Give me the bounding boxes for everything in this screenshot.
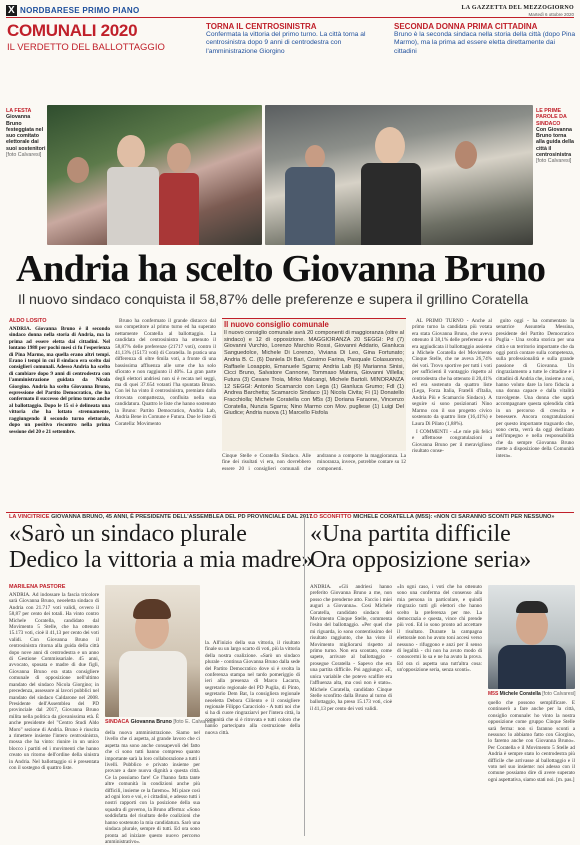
- right-story-col-3: quello che possono semplificare. E continuerò a fare anche per la città, consiglio comunale: ho vinto la nostra opposizione come gruppo Cinque Stelle sarà ferma: non si faranno sconti a nessuno: lo abbiamo fatto con Giorgino, lo faremo anche con Giovanna Bruno». Per Coratella e il Movimento 5 Stelle ad Andria è sempre stato lo centrodestra più difficile che arrivasse al ballottaggio e il voto nel suo insieme: noi adesso con il comune possiamo dire di avere superato ogni aspettativa, siamo stati noi. [m. pas.]: [488, 700, 575, 783]
- article-col-3-tail: Cinque Stelle e Coratella Sindaco. Alle fine dei risultati vi era, non dovrebbero essere 20 i consiglieri comunali che andranno a comporre la maggioranza. La minoranza, invece, potrebbe contare su 12 componenti.: [222, 453, 406, 472]
- masthead: [6, 5, 574, 18]
- kicker-label: LO SCONFITTO: [310, 514, 352, 520]
- caption-text: Giovanna Bruno: [130, 719, 172, 725]
- article-col-1: [9, 326, 110, 506]
- photo-michele-coratella: [488, 585, 575, 689]
- subheadline: Il nuovo sindaco conquista il 58,87% delle preferenze e supera il grillino Coratella: [18, 292, 529, 308]
- right-story-col-2: «In ogni caso, i voti che ho ottenuto sono una conferma del consenso alla mia persona in particolare, e quindi ringrazio tutti gli elettori che hanno scelto la preferenza per me. La democrazia e questa, vince chi prende più voti. Ed io sono pronto ad accettare il risultato. Durante la campagna elettorale non ho avuto toni accesi verso nessuno - rifuggono e anzi per il senso di legalità - chi non ha avuto modo di conoscermi lo sa e ne ha avuto la prova. Ed ora ci aspetta una tutt'altra cosa: un'opposizione seria, senza sconti».: [397, 584, 482, 674]
- quote-line: «Sarò un sindaco plurale: [9, 521, 247, 547]
- caption-label: SINDACA: [105, 719, 130, 725]
- article-col-5: [496, 318, 574, 508]
- caption-label: LE PRIME PAROLE DA SINDACO: [536, 108, 567, 127]
- caption-label: M5S: [488, 691, 499, 697]
- article-paragraph: guito oggi - ha commentato la senatrice Assuntela Messina, presidente del Partito Democratico Puglia - Una svolta storica per una città e un territorio importante che da oggi potrà contare sulla competenza, sulla professionalità e sulla grande passione di Giovanna. Un ringraziamento a tutte le cittadine e i cittadini di Andria che, insieme a noi, hanno voluto dare la loro fiducia a una donna capace e dalla vitalità travolgente. Una donna che saprà accompagnare questa splendida città in un percorso di crescita e benessere. Ancora congratulazioni per questo importante traguardo che, sono certa, verrà da oggi declinato nell'impegno e nella responsabilità che da sempre Giovanna Bruno mette a disposizione della Comunità intera».: [496, 318, 574, 459]
- caption-text: Michele Coratella: [499, 691, 541, 697]
- caption-credit: [foto E. Calvaresi]: [173, 719, 216, 725]
- issue-date: Martedì 6 ottobre 2020: [528, 11, 574, 17]
- council-box: [222, 318, 406, 451]
- photo-first-words: [265, 105, 533, 245]
- photo-right-caption: [536, 108, 576, 165]
- kicker-text: GIOVANNA BRUNO, 45 ANNI, È PRESIDENTE DELL'ASSEMBLEA DEL PD PROVINCIALE DAL 2017: [51, 514, 313, 520]
- right-story-quote: [310, 521, 576, 573]
- section-letter: X: [8, 5, 15, 16]
- headline: Andria ha scelto Giovanna Bruno: [16, 248, 546, 290]
- quote-line: Dedico la vittoria a mia madre»: [9, 547, 314, 573]
- left-story-kicker: [9, 514, 313, 520]
- left-story-col-2: della nuova amministrazione. Siamo nel livello che ci aspetta, al grande lavoro che ci aspetta ma sono anche consapevoli del fatto che ci sono tutti hanno compreso quanto importante sarà la loro collaborazione a tutti i livelli. Pubblico e privato insieme per provare a dare nuova dignità a questa città. Ce la possiamo fare! Ce l'hanno fatta tante altre comunità in condizioni anche più difficili, insieme ce la faremo». Mi piace così ad ogni loro e voi, e i cittadini, e adesso tutti i nostri rapporti con la posizione della sua squadra di governo, la Bruno afferma: «Sono soddisfatta del risultato delle coalizioni che hanno sostenuto la mia candidatura. Sarò una sindaca plurale, sempre di tutti. Ed ora sono pronta ad iniziare questo nuovo percorso amministrativo».: [105, 730, 200, 845]
- kicker-subtitle: IL VERDETTO DEL BALLOTTAGGIO: [7, 42, 165, 53]
- left-story-quote: [9, 521, 314, 573]
- article-col-4: [412, 318, 492, 508]
- kicker-title: COMUNALI 2020: [7, 21, 138, 40]
- byline: ALDO LOSITO: [9, 318, 47, 324]
- council-box-text: Il nuovo consiglio comunale avrà 20 componenti di maggioranza (oltre al sindaco) e 12 di opposizione. MAGGIORANZA 20 SEGGI: Pd (7) Giovanni Vurchio, Lorenzo Marchio Rossi, Giovanni Addario, Gianluca Sanguedolce, Michele Di Lorenzo, Viviana Di Leo, Gina Fortunato; Andria B. C. (6) Daniela Di Bari, Cosimo Farina, Pasquale Colasuonno, Raffaele Losappio, Emanuele Sgarra; Andria Lab (6) Marianna Sinisi, Cicci Bruno, Salvatore Cannone, Tommaso Matera, Giovanni Villella; Futura (3) Cesare Troia, Mirko Malcangi, Michele Bartoli. MINORANZA 12 SEGGI: Antonio Scamarcio con Lega (1) Gianluca Grumo; FdI (1) Andrea Barchetta; Scamarcio Sindaco (1) Nicola Civita; Fi (1) Donatello Fracchiolla; Michele Coratella con M5s (3) Doriana Faraone, Vincenzo Coratella, Nunzia Sgarra; Nino Marmo con Mov. pugliese (1) Luigi Del Giudice; Andria nuova (1) Marcello Fisfola: [224, 330, 404, 417]
- photo-left-caption: [6, 108, 46, 158]
- caption-credit: [foto Calvaresi]: [6, 152, 42, 159]
- photo-celebration: [47, 105, 262, 245]
- caption-text: Giovanna Bruno festeggiata nel suo comitato elettorale dai suoi sostenitori: [6, 114, 46, 152]
- photo-coratella-caption: [488, 691, 578, 697]
- kicker-label: LA VINCITRICE: [9, 514, 50, 520]
- section-rule: [6, 512, 574, 513]
- article-paragraph: I COMMENTI - «Le mie più felici e affettuose congratulazioni a Giovanna Bruno per il meraviglioso risultato conse-: [412, 428, 492, 455]
- caption-credit: [foto Calvaresi]: [542, 691, 576, 697]
- section-name: NORDBARESE PRIMO PIANO: [20, 6, 140, 15]
- story-divider: [304, 516, 305, 836]
- caption-label: LA FESTA: [6, 108, 32, 114]
- teaser-title: SECONDA DONNA PRIMA CITTADINA: [394, 22, 538, 31]
- left-story-byline: MARILENA PASTORE: [9, 584, 66, 590]
- photo-giovanna-bruno: [105, 585, 200, 717]
- council-box-title: Il nuovo consiglio comunale: [224, 320, 329, 329]
- teaser-title: TORNA IL CENTROSINISTRA: [206, 22, 317, 31]
- quote-line: Ora opposizione seria»: [310, 547, 532, 573]
- photo-bruno-caption: [105, 719, 215, 725]
- quote-line: «Una partita difficile: [310, 521, 511, 547]
- kicker-text: MICHELE CORATELLA (M5S): «NON CI SARANNO SCONTI PER NESSUNO»: [353, 514, 555, 520]
- article-col-2: [115, 318, 216, 506]
- right-story-kicker: [310, 514, 575, 520]
- teaser-text: Confermata la vittoria del primo turno. La città torna al centrosinistra dopo 9 anni di centrodestra con l'amministrazione Giorgino: [206, 31, 366, 55]
- article-paragraph: ANDRIA. Giovanna Bruno è il secondo sindaco donna nella storia di Andria, ma la prima ad essere eletta dai cittadini. Nel lontano 1988 per pochi mesi ci fu l'esperienza di Pina Marmo, ma quella erano altri tempi. Erano i tempi in cui il sindaco era scelto dai consiglieri comunali. Adesso Andria ha scelto di cambiare dopo 9 anni di centrodestra con l'amministrazione guidata da Nicola Giorgino. Andria ha scelto Giovanna Bruno, espressione del Partito Democratico, che ha confermato il successo del primo turno anche al ballottaggio. Dopo le 15 si è delineata una vittoria che ha lottato strenuamente, raggiungendo il secondo turno elettorale, dopo un positivo riscontro nella prima sessione del 20 e 21 settembre.: [9, 326, 110, 435]
- teaser-seconda-donna: [394, 22, 576, 56]
- caption-text: Con Giovanna Bruno torna alla guida della città il centrosinistra: [536, 126, 574, 159]
- teaser-text: Bruno è la seconda sindaca nella storia della città (dopo Pina Marmo), ma la prima ad essere eletta direttamente dai cittadini: [394, 31, 576, 55]
- left-story-col-3: la. All'inizio della sua vittoria, il risultato finale su un largo scarto di voti, più la vittoria della nostra coalizione. «Sarò un sindaco plurale - continua Giovanna Bruno dalla sede del Partito Democratico dove si è svolta la conferenza stampa nel tardo pomeriggio di ieri alla presenza di Marco Lacarra, segretario regionale del PD Puglia, di Pinto, segretario Dem Bat, la consigliera regionale neoeletta Debora Ciliento e il consigliere regionale Filippo Caracciolo - A tutti noi che si ha di cuore ringraziarvi per l'intera città, la comunità che si è ritrovata e tutti coloro che hanno partecipato alla costruzione della nuova città.: [205, 640, 300, 736]
- paper-name: LA GAZZETTA DEL MEZZOGIORNO: [461, 5, 574, 11]
- teaser-centrosinistra: [206, 22, 389, 56]
- caption-credit: [foto Calvaresi]: [536, 158, 572, 165]
- left-story-col-1: ANDRIA. Ad indossare la fascia tricolore sarà Giovanna Bruno, neoeletta sindaco di Andria con 21.717 voti validi, ovvero il 58,87 per cento dei totali. Ha vinto contro Michele Coratella, candidato dal Movimento 5 Stelle, che ha ottenuto 15.173 voti, cioè il 41,13 per cento dei voti validi. Con Giovanna Bruno il centrosinistra ritorna alla guida della città dopo nove anni di centrodestra e un anno di Gestione Commissariale. 45 anni, avvocato, sposata e madre di due figli, Giovanna Bruno era stata consigliere comunale di opposizione nell'ultimo mandato del sindaco Nicola Giorgino; in precedenza, assessore ai lavori pubblici nel mandato del sindaco Caldarone nel 2008. Presidente dell'Assemblea del PD provinciale dal 2017, Giovanna Bruno milita nella politica da giovanissima età. È anche presidente del "Centro Studi Aldo Moro" sezione di Andria. Bruno è riuscita a rimettere insieme l'intero centrosinistra, mossa che ha vinto: riunire in un unico blocco i partiti ed i movimenti che hanno creato un ritorno dell'ordine della sinistra in Andria. Nel ballottaggio si è presentata con il sostegno di quattro liste.: [9, 592, 99, 771]
- right-story-col-1: ANDRIA. «Gli andriesi hanno preferito Giovanna Bruno a me, non posso che prenderne atto. Faccio i miei auguri a Giovanna». Così Michele Coratella, candidato sindaco del Movimento Cinque Stelle, commenta l'esito del ballottaggio. «Per quel che mi riguarda, io sono contentissimo del risultato raggiunto, che ha visto il Movimento migliorarsi rispetto al primo turno. Non era scontato, come sapete, arrivare al ballottaggio - prosegue Coratella - Sapevo che era una partita difficile. Poi aggiungo: «E, unica variabile che potevo scalfire era l'affluenza alta, ma così non è stato». Michele Coratella, candidato Cinque Stelle sconfitto dalla Bruno al turno di ballottaggio, ha preso 15.173 voti, cioè il 41,13 per cento dei voti validi.: [310, 584, 392, 712]
- article-paragraph: AL PRIMO TURNO - Anche al primo turno la candidata più votata era stata Giovanna Bruno, che aveva ottenuto il 38,1% delle preferenze e si era aggiudicata il ballottaggio assieme a Michele Coratella del Movimento Cinque Stelle, che ne aveva 26,74% dei voti. Trovo sportive per tutti i voti per sufficienti il vantaggio rispetto al centrodestra che ha ottenuto il 20,41% ed era sostenuto da quattro liste (Lega, Forza Italia, Fratelli d'Italia, Andria Più e Scamarcio Sindaco). A seguire si sono posizionati Nino Marmo con il suo progetto civico sostenuto da quattro liste (16,41%) e Laura Di Pilato (1,88%).: [412, 318, 492, 427]
- article-paragraph: Bruno ha confermato il grande distacco dal suo competitore al primo turno ed ha superato nettamente Coratella al ballottaggio. La candidata del centrosinistra ha ottenuto il 58,87% delle preferenze (21717 voti), contro il 41,13% (15173 voti) di Coratella. In pratica una differenza di oltre 6mila voti, a fronte di una bassissima affluenza alle urne che ha solo sfiorato e non raggiunto il 40%. La gran parte degli elettori andriesi non si è recata nel seggi, ma di quei 37.654 votanti l'ha spuntata Bruno. Con lei ha vinto il centrosinistra, premiato dalla ritrovata compattezza, confluita nella sua candidatura. Quattro le liste che hanno sostenuto la Bruno: Partito Democratico, Andria Lab, Andria Bene in Comune e Futura. Due le liste di Coratella: Movimento: [115, 318, 216, 427]
